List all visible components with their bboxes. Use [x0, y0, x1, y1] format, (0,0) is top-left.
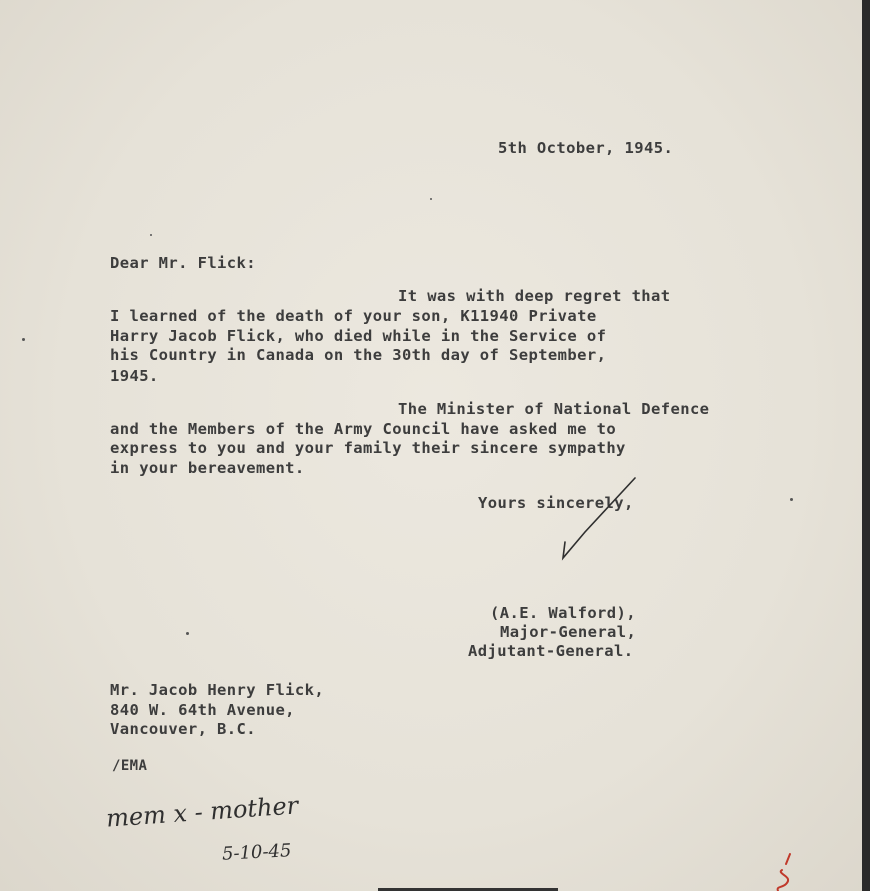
- paragraph-1-line-4: his Country in Canada on the 30th day of September,: [110, 346, 607, 364]
- paragraph-2-line-3: express to you and your family their sincere sympathy: [110, 439, 626, 457]
- paper-speck: [790, 498, 793, 501]
- recipient-name: Mr. Jacob Henry Flick,: [110, 681, 325, 699]
- paragraph-1-line-1: It was with deep regret that: [398, 287, 671, 305]
- scan-edge: [862, 0, 870, 891]
- paper-speck: [430, 198, 432, 200]
- paper-speck: [150, 234, 152, 236]
- signature-name: (A.E. Walford),: [490, 604, 636, 622]
- recipient-street: 840 W. 64th Avenue,: [110, 701, 295, 719]
- paragraph-2-line-2: and the Members of the Army Council have asked me to: [110, 420, 617, 438]
- handwritten-date: 5-10-45: [221, 840, 292, 865]
- salutation: Dear Mr. Flick:: [110, 254, 256, 272]
- reference-initials: /EMA: [112, 758, 148, 774]
- paragraph-1-line-5: 1945.: [110, 367, 159, 385]
- recipient-city: Vancouver, B.C.: [110, 720, 256, 738]
- check-mark-icon: [555, 470, 645, 570]
- signature-rank: Major-General,: [500, 623, 637, 641]
- paper-speck: [22, 338, 25, 341]
- letter-date: 5th October, 1945.: [498, 139, 674, 157]
- paper-speck: [186, 632, 189, 635]
- signature-title: Adjutant-General.: [468, 642, 634, 660]
- paragraph-2-line-1: The Minister of National Defence: [398, 400, 710, 418]
- paragraph-1-line-2: I learned of the death of your son, K11940 Private: [110, 307, 597, 325]
- handwritten-note: mem x - mother: [105, 791, 299, 833]
- closing: Yours sincerely,: [478, 494, 634, 512]
- red-pencil-mark-icon: [768, 850, 808, 891]
- paragraph-2-line-4: in your bereavement.: [110, 459, 305, 477]
- paragraph-1-line-3: Harry Jacob Flick, who died while in the Service of: [110, 327, 607, 345]
